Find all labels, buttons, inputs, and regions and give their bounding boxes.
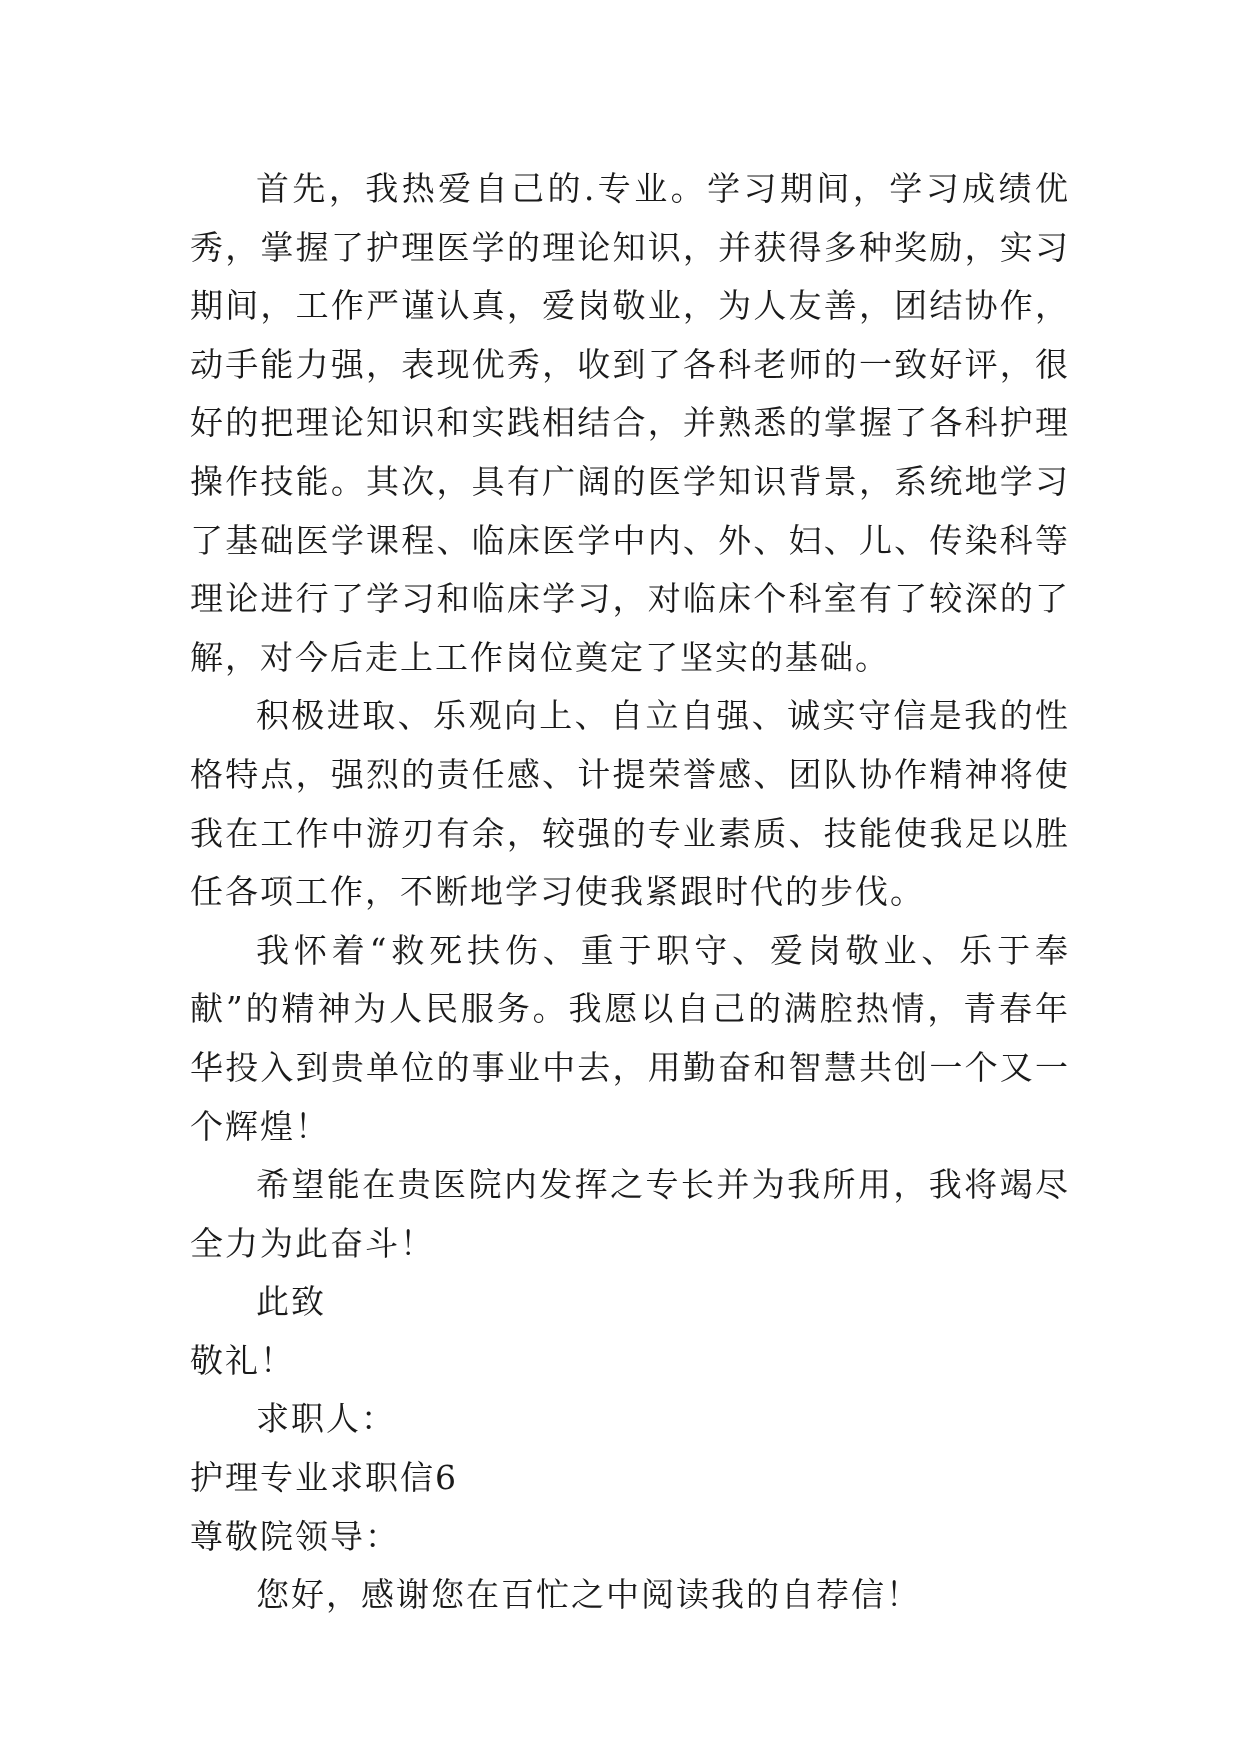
next-letter-title: 护理专业求职信6 xyxy=(190,1458,458,1498)
paragraph-spirit: 我怀着“救死扶伤、重于职守、爱岗敬业、乐于奉献”的精神为人民服务。我愿以自己的满腔热情，青春年华投入到贵单位的事业中去，用勤奋和智慧共创一个又一个辉煌！ xyxy=(190,930,1070,1146)
next-letter-salutation: 尊敬院领导： xyxy=(190,1516,400,1556)
paragraph-qualifications: 首先，我热爱自己的.专业。学习期间，学习成绩优秀，掌握了护理医学的理论知识，并获得多种奖励，实习期间，工作严谨认真，爱岗敬业，为人友善，团结协作，动手能力强，表现优秀，收到了各科老师的一致好评，很好的把理论知识和实践相结合，并熟悉的掌握了各科护理操作技能。其次，具有广阔的医学知识背景，系统地学习了基础医学课程、临床医学中内、外、妇、儿、传染科等理论进行了学习和临床学习，对临床个科室有了较深的了解，对今后走上工作岗位奠定了坚实的基础。 xyxy=(190,169,1070,677)
closing-salutation: 此致 xyxy=(256,1282,326,1322)
paragraph-personality: 积极进取、乐观向上、自立自强、诚实守信是我的性格特点，强烈的责任感、计提荣誉感、团队协作精神将使我在工作中游刃有余，较强的专业素质、技能使我足以胜任各项工作，不断地学习使我紧跟时代的步伐。 xyxy=(190,696,1070,912)
letter-body xyxy=(190,160,1070,1625)
paragraph-hope: 希望能在贵医院内发挥之专长并为我所用，我将竭尽全力为此奋斗！ xyxy=(190,1165,1070,1263)
closing-regards: 敬礼！ xyxy=(190,1340,295,1380)
signature-line: 求职人： xyxy=(256,1399,396,1439)
next-letter-greeting: 您好，感谢您在百忙之中阅读我的自荐信！ xyxy=(256,1575,921,1615)
